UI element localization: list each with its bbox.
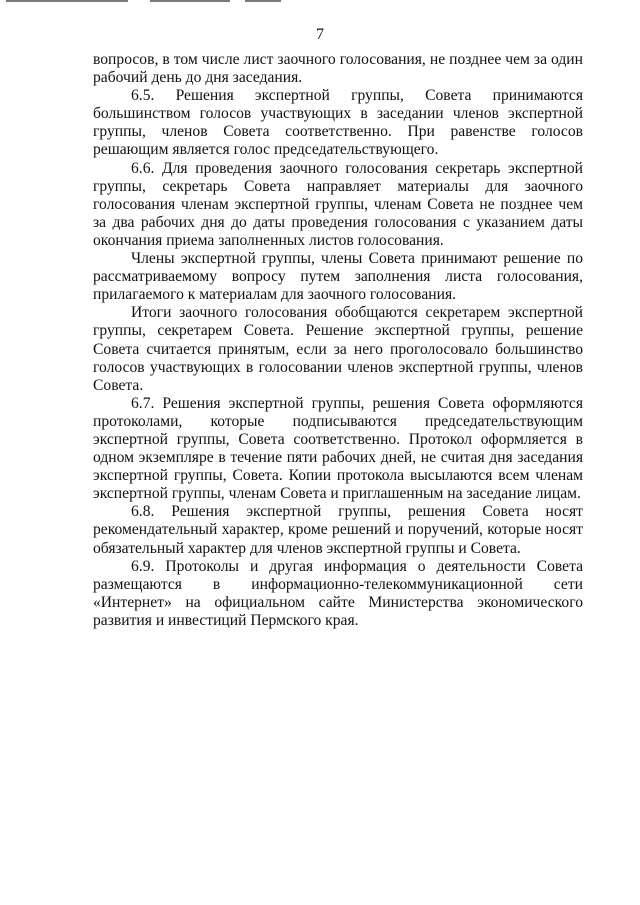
paragraph-members-decision: Члены экспертной группы, члены Совета принимают решение по рассматриваемому вопросу путем заполнения листа голосования, прилагаемого к материалам для заочного голосования. bbox=[93, 250, 583, 304]
paragraph-continuation: вопросов, в том числе лист заочного голосования, не позднее чем за один рабочий день до дня заседания. bbox=[93, 51, 583, 87]
scan-top-rule bbox=[150, 0, 230, 2]
paragraph-6-9: 6.9. Протоколы и другая информация о деятельности Совета размещаются в информационно-телекоммуникационной сети «Интернет» на официальном сайте Министерства экономического развития и инвестиций Пермского края. bbox=[93, 557, 583, 629]
document-body bbox=[93, 51, 583, 630]
paragraph-voting-results: Итоги заочного голосования обобщаются секретарем экспертной группы, секретарем Совета. Решение экспертной группы, решение Совета считается принятым, если за него проголосовало большинство голосов участвующих в голосовании членов экспертной группы, членов Совета. bbox=[93, 304, 583, 394]
scan-top-rule bbox=[6, 0, 128, 2]
paragraph-6-6: 6.6. Для проведения заочного голосования секретарь экспертной группы, секретарь Совета направляет материалы для заочного голосования членам экспертной группы, членам Совета не позднее чем за два рабочих дня до даты проведения голосования с указанием даты окончания приема заполненных листов голосования. bbox=[93, 159, 583, 249]
paragraph-6-7: 6.7. Решения экспертной группы, решения Совета оформляются протоколами, которые подписываются председательствующим экспертной группы, Совета соответственно. Протокол оформляется в одном экземпляре в течение пяти рабочих дней, не считая дня заседания экспертной группы, Совета. Копии протокола высылаются всем членам экспертной группы, членам Совета и приглашенным на заседание лицам. bbox=[93, 394, 583, 503]
page-number: 7 bbox=[316, 26, 324, 43]
paragraph-6-8: 6.8. Решения экспертной группы, решения Совета носят рекомендательный характер, кроме решений и поручений, которые носят обязательный характер для членов экспертной группы и Совета. bbox=[93, 503, 583, 557]
paragraph-6-5: 6.5. Решения экспертной группы, Совета принимаются большинством голосов участвующих в заседании членов экспертной группы, членов Совета соответственно. При равенстве голосов решающим является голос председательствующего. bbox=[93, 87, 583, 159]
scan-top-rule bbox=[245, 0, 281, 2]
